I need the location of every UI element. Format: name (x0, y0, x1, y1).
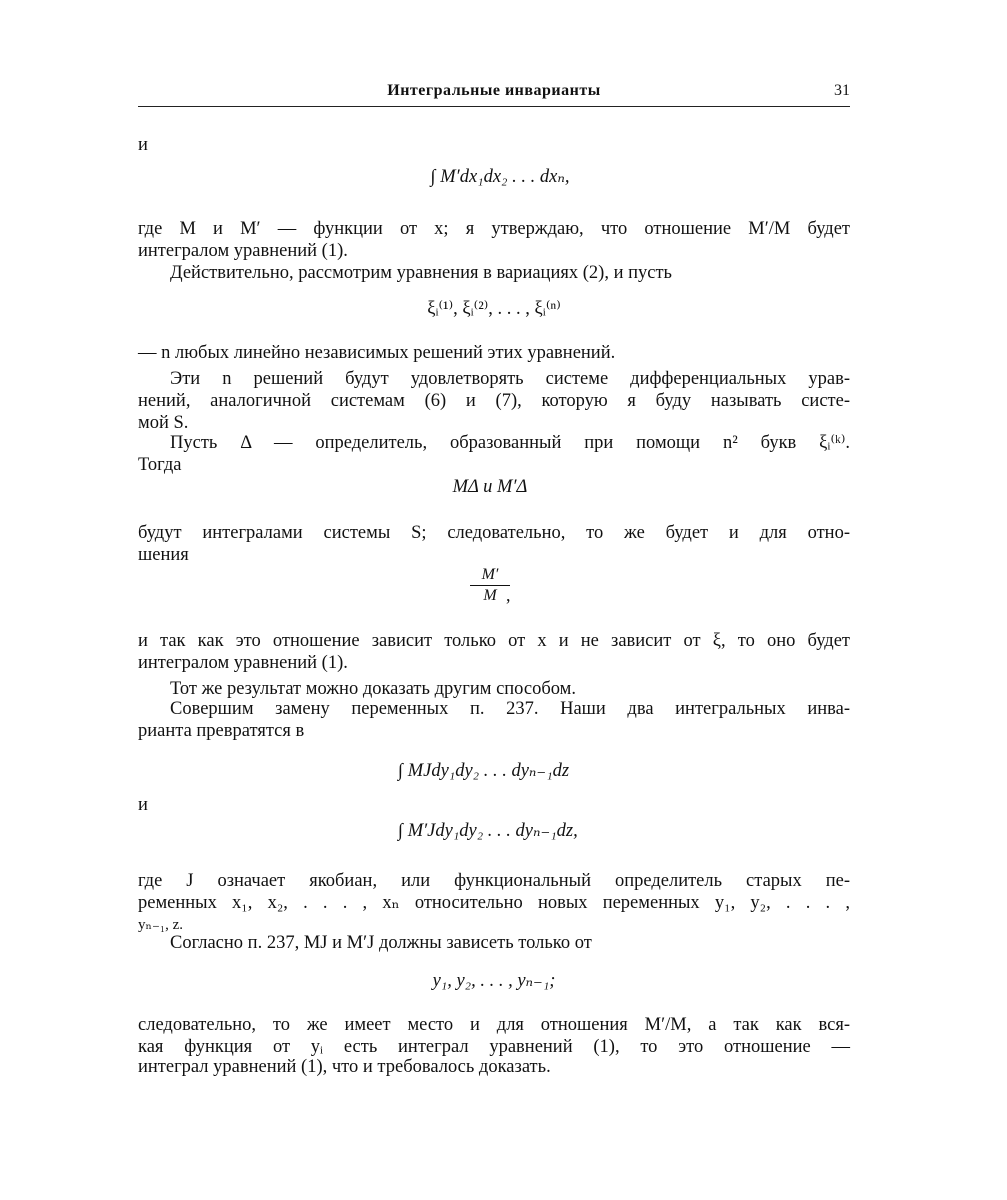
text-line: и (138, 795, 148, 815)
formula-m-delta: MΔ и M′Δ (452, 477, 528, 497)
text-line: Тот же результат можно доказать другим способом. (170, 679, 576, 699)
text-line: кая функция от yᵢ есть интеграл уравнений (1), то это отношение — (138, 1037, 850, 1057)
text-line: рианта превратятся в (138, 721, 305, 741)
header-title: Интегральные инварианты (387, 82, 601, 99)
text-line: Эти n решений будут удовлетворять системе дифференциальных урав- (170, 369, 850, 389)
text-line: интегралом уравнений (1). (138, 653, 348, 673)
page-number: 31 (834, 82, 850, 99)
fraction-denominator: M (483, 587, 497, 604)
formula-integral-mj: ∫ MJdy₁dy₂ . . . dyₙ₋₁dz (398, 761, 570, 781)
text-line: Пусть Δ — определитель, образованный при помощи n² букв ξᵢ⁽ᵏ⁾. (170, 433, 850, 453)
text-line: и так как это отношение зависит только от x и не зависит от ξ, то оно будет (138, 631, 850, 651)
text-line: — n любых линейно независимых решений этих уравнений. (138, 343, 616, 363)
text-line: следовательно, то же имеет место и для отношения M′/M, а так как вся- (138, 1015, 850, 1035)
formula-fraction (470, 566, 510, 605)
text-line: будут интегралами системы S; следовательно, то же будет и для отно- (138, 523, 850, 543)
formula-xi-solutions: ξᵢ⁽¹⁾, ξᵢ⁽²⁾, . . . , ξᵢ⁽ⁿ⁾ (427, 299, 561, 319)
text-line: где J означает якобиан, или функциональный определитель старых пе- (138, 871, 850, 891)
text-line: ременных x₁, x₂, . . . , xₙ относительно новых переменных y₁, y₂, . . . , (138, 893, 850, 913)
formula-y-variables: y₁, y₂, . . . , yₙ₋₁; (432, 971, 556, 991)
text-line: Согласно п. 237, MJ и M′J должны зависеть только от (170, 933, 592, 953)
fraction-comma: , (506, 585, 511, 605)
text-line: где M и M′ — функции от x; я утверждаю, что отношение M′/M будет (138, 219, 850, 239)
text-line: нений, аналогичной системам (6) и (7), которую я буду называть систе- (138, 391, 850, 411)
text-line: Совершим замену переменных п. 237. Наши два интегральных инва- (170, 699, 850, 719)
text-line: и (138, 135, 148, 155)
formula-integral-m-prime: ∫ M′dx₁dx₂ . . . dxₙ, (430, 167, 570, 187)
text-line: шения (138, 545, 189, 565)
text-line: мой S. (138, 413, 189, 433)
fraction-numerator: M′ (470, 566, 510, 586)
text-line: Действительно, рассмотрим уравнения в вариациях (2), и пусть (170, 263, 672, 283)
text-line: Тогда (138, 455, 182, 475)
text-line: yₙ₋₁, z. (138, 917, 184, 933)
text-line: интеграл уравнений (1), что и требовалось доказать. (138, 1057, 551, 1077)
formula-integral-m-prime-j: ∫ M′Jdy₁dy₂ . . . dyₙ₋₁dz, (398, 821, 578, 841)
text-line: интегралом уравнений (1). (138, 241, 348, 261)
running-header (138, 80, 850, 107)
